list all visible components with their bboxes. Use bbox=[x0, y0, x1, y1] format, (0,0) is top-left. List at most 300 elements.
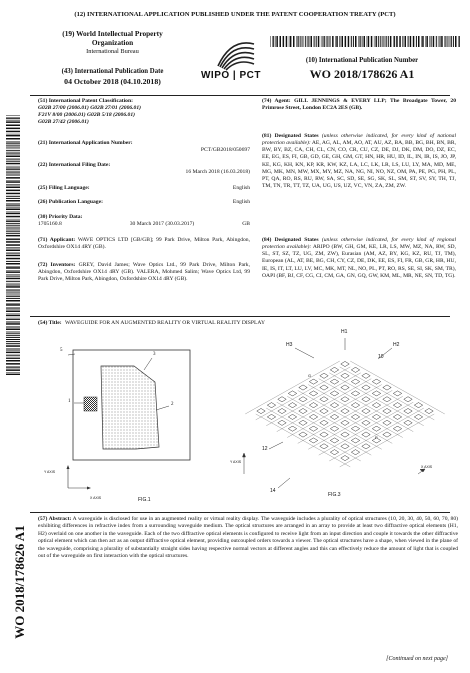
optical-structure bbox=[372, 403, 380, 408]
barcode-bar bbox=[342, 36, 344, 47]
barcode-bar bbox=[6, 149, 20, 150]
s30-label: (30) Priority Data: bbox=[38, 214, 83, 220]
barcode-bar bbox=[6, 247, 20, 248]
organization-block bbox=[40, 29, 185, 56]
barcode-bar bbox=[351, 36, 352, 47]
barcode-bar bbox=[6, 281, 20, 282]
barcode-bar bbox=[6, 205, 20, 206]
side-barcode bbox=[6, 115, 20, 375]
optical-structure bbox=[320, 420, 328, 425]
optical-structure bbox=[320, 385, 328, 390]
optical-structure bbox=[351, 367, 359, 372]
barcode-bar bbox=[458, 36, 459, 47]
s51-line-1: G02B 27/00 (2006.01) G02B 27/01 (2006.01) bbox=[38, 105, 142, 112]
barcode-bar bbox=[360, 36, 361, 47]
barcode-bar bbox=[376, 36, 377, 47]
barcode-bar bbox=[6, 374, 20, 375]
barcode-bar bbox=[270, 36, 271, 47]
barcode-bar bbox=[6, 295, 20, 296]
s81-text: AE, AG, AL, AM, AO, AT, AU, AZ, BA, BB, BG, BH, BN, BR, BW, BY, BZ, CA, CH, CL, CN, CO, CR, CU, CZ, DE, DJ, DK, DM, DO, DZ, EC, EE, EG, ES, FI, GB, GD, GE, GH, GM, GT, HN, HR, HU, ID, IL, IN, IR, IS, JO, JP, KE, KG, KH, KN, KP, KR, KW, KZ, LA, LC, LK, LR, LS, LU, LY, MA, MD, ME, MG, MK, MN, MW, MX, MY, MZ, NA, NG, NI, NO, NZ, OM, PA, PE, PG, PH, PL, PT, QA, RO, RS, RU, RW, SA, SC, SD, SE, SG, SK, SL, SM, ST, SV, SY, TH, TJ, TM, TN, TR, TT, TZ, UA, UG, US, UZ, VC, VN, ZA, ZM, ZW. bbox=[262, 140, 456, 190]
s74-text: GILL JENNINGS & EVERY LLP; The Broadgate Tower, 20 Primrose Street, London EC2A 2ES (GB). bbox=[262, 98, 456, 112]
barcode-bar bbox=[6, 163, 20, 165]
barcode-bar bbox=[6, 343, 20, 344]
barcode-bar bbox=[459, 36, 460, 47]
barcode-bar bbox=[324, 36, 325, 47]
optical-structure bbox=[341, 408, 349, 413]
optical-structure bbox=[372, 391, 380, 396]
barcode-bar bbox=[455, 36, 457, 47]
barcode-bar bbox=[453, 36, 454, 47]
optical-structure bbox=[351, 438, 359, 443]
fig1-label-1: 1 bbox=[68, 399, 71, 404]
fig3-x-axis: X AXIS bbox=[421, 465, 433, 469]
figure-3 bbox=[228, 328, 448, 503]
s81-note: (unless otherwise indicated, for every kind of national protection available): bbox=[262, 133, 456, 147]
barcode-bar bbox=[6, 321, 20, 322]
barcode-bar bbox=[6, 238, 20, 239]
optical-structure bbox=[288, 403, 296, 408]
s84-note: (unless otherwise indicated, for every kind of regional protection available): bbox=[262, 237, 457, 251]
barcode-bar bbox=[421, 36, 422, 47]
barcode-bar bbox=[6, 244, 20, 246]
barcode-bar bbox=[6, 221, 20, 222]
s74-label: (74) Agent: bbox=[262, 98, 291, 104]
optical-structure bbox=[309, 426, 317, 431]
fig3-label-h1: H1 bbox=[341, 329, 348, 335]
s22-label: (22) International Filing Date: bbox=[38, 162, 111, 168]
s21-label: (21) International Application Number: bbox=[38, 140, 133, 146]
barcode-bar bbox=[444, 36, 445, 47]
barcode-bar bbox=[345, 36, 347, 47]
barcode-bar bbox=[303, 36, 304, 47]
barcode-bar bbox=[339, 36, 340, 47]
barcode-bar bbox=[433, 36, 435, 47]
barcode-bar bbox=[6, 332, 20, 333]
s30-date: 30 March 2017 (30.03.2017) bbox=[129, 221, 195, 228]
s30-country: GB bbox=[242, 221, 250, 228]
barcode-side-icon bbox=[6, 115, 20, 375]
barcode-bar bbox=[6, 335, 20, 336]
section-26 bbox=[38, 199, 250, 206]
barcode-bar bbox=[378, 36, 379, 47]
barcode-bar bbox=[6, 363, 20, 365]
optical-structure bbox=[383, 408, 391, 413]
barcode-bar bbox=[6, 241, 20, 243]
barcode-bar bbox=[6, 355, 20, 356]
barcode-bar bbox=[6, 169, 20, 170]
barcode-bar bbox=[314, 36, 315, 47]
barcode-bar bbox=[6, 177, 20, 179]
optical-structure bbox=[330, 379, 338, 384]
section-25 bbox=[38, 185, 250, 192]
org-line-2: Organization bbox=[91, 38, 134, 48]
barcode-bar bbox=[6, 216, 20, 218]
barcode-bar bbox=[6, 239, 20, 240]
barcode-bar bbox=[6, 134, 20, 135]
s51-label: (51) International Patent Classification: bbox=[38, 98, 133, 104]
optical-structure bbox=[330, 414, 338, 419]
barcode-bar bbox=[6, 266, 20, 267]
barcode-bar bbox=[6, 348, 20, 349]
wipo-logo bbox=[196, 36, 266, 84]
barcode-bar bbox=[6, 167, 20, 168]
barcode-bar bbox=[6, 171, 20, 172]
s71-label: (71) Applicant: bbox=[38, 237, 76, 243]
section-51 bbox=[38, 98, 250, 127]
barcode-bar bbox=[6, 131, 20, 133]
barcode-bar bbox=[6, 212, 20, 213]
fig1-caption: FIG.1 bbox=[138, 497, 151, 503]
fig3-label-h3: H3 bbox=[286, 342, 293, 348]
abstract-label: (57) Abstract: bbox=[38, 516, 72, 522]
barcode-bar bbox=[293, 36, 295, 47]
optical-structure bbox=[320, 373, 328, 378]
barcode-bar bbox=[6, 198, 20, 199]
fig3-label-g: G bbox=[308, 373, 312, 378]
optical-structure bbox=[351, 379, 359, 384]
barcode-bar bbox=[6, 322, 20, 323]
barcode-bar bbox=[445, 36, 446, 47]
optical-structure bbox=[309, 438, 317, 443]
barcode-bar bbox=[394, 36, 395, 47]
barcode-bar bbox=[355, 36, 357, 47]
pub-date-label: (43) International Publication Date bbox=[61, 68, 164, 75]
barcode-bar bbox=[6, 196, 20, 197]
side-publication-number: WO 2018/178626 A1 bbox=[12, 525, 27, 639]
barcode-bar bbox=[6, 156, 20, 158]
optical-structure bbox=[341, 444, 349, 449]
barcode-bar bbox=[6, 286, 20, 288]
optical-structure bbox=[362, 408, 370, 413]
optical-structure bbox=[393, 391, 401, 396]
barcode-bar bbox=[6, 337, 20, 338]
barcode-bar bbox=[6, 148, 20, 149]
barcode-bar bbox=[384, 36, 385, 47]
barcode-bar bbox=[6, 203, 20, 204]
optical-structure bbox=[330, 391, 338, 396]
barcode-bar bbox=[385, 36, 386, 47]
barcode-bar bbox=[6, 303, 20, 304]
fig3-caption: FIG.3 bbox=[328, 492, 341, 498]
s72-label: (72) Inventors: bbox=[38, 262, 76, 268]
barcode-bar bbox=[300, 36, 301, 47]
optical-structure bbox=[320, 408, 328, 413]
barcode-bar bbox=[6, 345, 20, 347]
barcode-bar bbox=[6, 161, 20, 162]
barcode-bar bbox=[6, 300, 20, 302]
barcode-top-icon bbox=[270, 36, 460, 47]
s21-value: PCT/GB2018/050697 bbox=[200, 147, 250, 154]
s26-label: (26) Publication Language: bbox=[38, 199, 103, 205]
fig3-label-p: P bbox=[375, 435, 378, 440]
optical-structure bbox=[267, 403, 275, 408]
barcode-bar bbox=[6, 255, 20, 257]
title-divider bbox=[30, 316, 450, 317]
barcode-bar bbox=[6, 159, 20, 160]
barcode-bar bbox=[308, 36, 309, 47]
fig1-label-3: 3 bbox=[153, 352, 156, 357]
barcode-bar bbox=[6, 358, 20, 359]
barcode-bar bbox=[364, 36, 366, 47]
barcode-bar bbox=[318, 36, 320, 47]
optical-structure bbox=[351, 391, 359, 396]
barcode-bar bbox=[399, 36, 401, 47]
s84-label: (84) Designated States bbox=[262, 237, 319, 243]
s26-value: English bbox=[232, 199, 250, 205]
barcode-bar bbox=[290, 36, 292, 47]
barcode-bar bbox=[382, 36, 383, 47]
fig1-x-axis: X AXIS bbox=[90, 496, 102, 500]
s22-value: 16 March 2018 (16.03.2018) bbox=[185, 169, 250, 176]
barcode-bar bbox=[6, 350, 20, 351]
barcode-bar bbox=[353, 36, 354, 47]
barcode-bar bbox=[6, 253, 20, 254]
figure-1 bbox=[44, 330, 200, 510]
optical-structure bbox=[320, 397, 328, 402]
barcode-bar bbox=[6, 367, 20, 368]
barcode-bar bbox=[6, 275, 20, 276]
barcode-bar bbox=[6, 153, 20, 154]
s72-text: GREY, David James; Wave Optics Ltd., 99 Park Drive, Milton Park, Abingdon, Oxfordshire OX14 4RY (GB). VALERA, Mohmed Salim; Wave Optics Ltd, 99 Park Drive, Milton Park, Abingdon, Oxfordshire OX14 4RY (GB). bbox=[38, 262, 250, 283]
barcode-bar bbox=[6, 311, 20, 313]
barcode-bar bbox=[6, 314, 20, 315]
s54-text: WAVEGUIDE FOR AN AUGMENTED REALITY OR VIRTUAL REALITY DISPLAY bbox=[64, 320, 265, 326]
optical-structure bbox=[299, 397, 307, 402]
optical-structure bbox=[278, 420, 286, 425]
fig3-label-14: 14 bbox=[270, 488, 276, 494]
barcode-bar bbox=[368, 36, 370, 47]
optical-structure bbox=[383, 397, 391, 402]
barcode-bar bbox=[6, 180, 20, 181]
barcode-bar bbox=[418, 36, 420, 47]
optical-structure bbox=[299, 432, 307, 437]
optical-structure bbox=[341, 397, 349, 402]
s84-text: ARIPO (BW, GH, GM, KE, LR, LS, MW, MZ, NA, RW, SD, SL, ST, SZ, TZ, UG, ZM, ZW), Eurasian (AM, AZ, BY, KG, KZ, RU, TJ, TM), European (AL, AT, BE, BG, CH, CY, CZ, DE, DK, EE, ES, FI, FR, GB, GR, HR, HU, IE, IS, IT, LT, LU, LV, MC, MK, MT, NL, NO, PL, PT, RO, RS, SE, SI, SK, SM, TR), OAPI (BF, BJ, CF, CG, CI, CM, GA, GN, GQ, GW, KM, ML, MR, NE, SN, TD, TG). bbox=[262, 244, 456, 279]
barcode-bar bbox=[6, 230, 20, 231]
optical-structure bbox=[362, 444, 370, 449]
barcode-bar bbox=[6, 369, 20, 371]
barcode-bar bbox=[6, 145, 20, 146]
section-74 bbox=[262, 98, 456, 112]
barcode-bar bbox=[6, 184, 20, 185]
barcode-bar bbox=[426, 36, 428, 47]
fig1-label-5: 5 bbox=[60, 348, 63, 353]
barcode-bar bbox=[6, 323, 20, 325]
barcode-bar bbox=[6, 118, 20, 119]
barcode-bar bbox=[6, 373, 20, 374]
barcode-bar bbox=[6, 117, 20, 118]
barcode-bar bbox=[6, 125, 20, 127]
barcode-bar bbox=[6, 315, 20, 317]
barcode-bar bbox=[425, 36, 426, 47]
barcode-bar bbox=[6, 166, 20, 167]
optical-structure bbox=[404, 420, 412, 425]
barcode-bar bbox=[374, 36, 375, 47]
optical-structure bbox=[278, 408, 286, 413]
optical-structure bbox=[288, 414, 296, 419]
barcode-bar bbox=[440, 36, 441, 47]
optical-structure bbox=[351, 403, 359, 408]
barcode-bar bbox=[276, 36, 278, 47]
barcode-bar bbox=[6, 120, 20, 121]
barcode-bar bbox=[6, 319, 20, 320]
barcode-bar bbox=[348, 36, 350, 47]
optical-structure bbox=[320, 444, 328, 449]
optical-structure bbox=[393, 414, 401, 419]
barcode-bar bbox=[283, 36, 285, 47]
barcode-bar bbox=[6, 278, 20, 280]
document-title: (12) INTERNATIONAL APPLICATION PUBLISHED UNDER THE PATENT COOPERATION TREATY (PCT) bbox=[74, 11, 396, 18]
fig3-y-axis: Y AXIS bbox=[230, 460, 242, 464]
optical-structure bbox=[372, 414, 380, 419]
barcode-bar bbox=[438, 36, 439, 47]
barcode-bar bbox=[6, 229, 20, 230]
barcode-bar bbox=[436, 36, 437, 47]
barcode-bar bbox=[6, 219, 20, 220]
barcode-bar bbox=[336, 36, 338, 47]
barcode-bar bbox=[6, 293, 20, 294]
barcode-bar bbox=[6, 152, 20, 153]
barcode-bar bbox=[6, 304, 20, 306]
optical-structure bbox=[351, 426, 359, 431]
barcode-bar bbox=[330, 36, 331, 47]
optical-structure bbox=[309, 391, 317, 396]
fig3-label-10: 10 bbox=[378, 354, 384, 360]
barcode-bar bbox=[6, 138, 20, 140]
barcode-bar bbox=[289, 36, 290, 47]
barcode-bar bbox=[386, 36, 387, 47]
optical-structure bbox=[330, 367, 338, 372]
figure-3-drawing bbox=[228, 328, 448, 503]
optical-structure bbox=[341, 385, 349, 390]
barcode-bar bbox=[6, 263, 20, 265]
header-divider bbox=[30, 95, 450, 96]
optical-structure bbox=[341, 432, 349, 437]
figure-1-drawing bbox=[60, 330, 200, 510]
s30-number: 1705160.8 bbox=[38, 221, 62, 228]
optical-structure bbox=[341, 420, 349, 425]
pub-number-label: (10) International Publication Number bbox=[305, 57, 419, 64]
section-21 bbox=[38, 140, 250, 154]
optical-structure bbox=[383, 420, 391, 425]
barcode-bar bbox=[6, 290, 20, 291]
barcode-bar bbox=[402, 36, 403, 47]
barcode-bar bbox=[6, 200, 20, 202]
barcode-bar bbox=[6, 220, 20, 221]
barcode-bar bbox=[6, 213, 20, 215]
barcode-bar bbox=[6, 298, 20, 299]
barcode-bar bbox=[6, 207, 20, 208]
barcode-bar bbox=[6, 233, 20, 234]
barcode-bar bbox=[280, 36, 282, 47]
barcode-bar bbox=[6, 115, 20, 116]
s51-line-3: G02B 27/42 (2006.01) bbox=[38, 119, 89, 126]
abstract-text: A waveguide is disclosed for use in an augmented reality or virtual reality display. The waveguide includes a plurality of optical structures (10, 20, 30, 40, 50, 60, 70, 80) exhibiting differences in refractive index from a surrounding waveguide medium. The optical structures are arranged in an array to provide at least two diffractive optical elements (H1, H2) overlaid on one another in the waveguide. Each of the two diffractive optical elements is configured to receive light from an input direction and couple it towards the other diffractive optical element which can then act as an output diffractive optical element, providing outcoupled orders towards a viewer. The optical structures have a shape, when viewed in the plane of the waveguide, comprising a plurality of substantially straight sides having respective normal vectors at different angles and this can effectively reduce the amount of light that is coupled out of the waveguide on first interaction with the optical structures. bbox=[38, 516, 458, 560]
barcode-bar bbox=[6, 128, 20, 130]
pub-date-block bbox=[40, 68, 185, 87]
barcode-bar bbox=[358, 36, 359, 47]
barcode-bar bbox=[6, 143, 20, 144]
optical-structure bbox=[362, 385, 370, 390]
barcode-bar bbox=[6, 150, 20, 151]
s81-label: (81) Designated States bbox=[262, 133, 319, 139]
optical-structure bbox=[257, 408, 265, 413]
barcode-bar bbox=[410, 36, 412, 47]
optical-structure bbox=[278, 397, 286, 402]
barcode-bar bbox=[296, 36, 297, 47]
optical-structure bbox=[309, 403, 317, 408]
s51-line-2: F21V 8/00 (2006.01) G02B 5/18 (2006.01) bbox=[38, 112, 136, 119]
barcode-bar bbox=[298, 36, 299, 47]
org-line-3: International Bureau bbox=[86, 47, 139, 55]
optical-structure bbox=[320, 432, 328, 437]
optical-structure bbox=[330, 426, 338, 431]
barcode-bar bbox=[6, 360, 20, 362]
fig1-label-2: 2 bbox=[171, 402, 174, 407]
barcode-bar bbox=[6, 227, 20, 228]
optical-structure bbox=[299, 408, 307, 413]
section-71 bbox=[38, 237, 250, 251]
barcode-bar bbox=[6, 235, 20, 237]
optical-structure bbox=[383, 432, 391, 437]
wipo-logo-text: WIPO | PCT bbox=[200, 70, 262, 81]
optical-structure bbox=[267, 414, 275, 419]
barcode-bar bbox=[6, 366, 20, 367]
barcode-bar bbox=[6, 357, 20, 358]
fig3-label-h2: H2 bbox=[393, 342, 400, 348]
optical-structure bbox=[351, 414, 359, 419]
barcode-bar bbox=[450, 36, 451, 47]
optical-structure bbox=[330, 403, 338, 408]
continued-note: [Continued on next page] bbox=[386, 656, 448, 662]
pub-number: WO 2018/178626 A1 bbox=[309, 66, 415, 81]
barcode-bar bbox=[375, 36, 376, 47]
optical-structure bbox=[341, 361, 349, 366]
barcode-bar bbox=[6, 193, 20, 195]
barcode-bar bbox=[6, 190, 20, 192]
org-line-1: (19) World Intellectual Property bbox=[62, 29, 163, 38]
barcode-bar bbox=[6, 142, 20, 143]
optical-structure bbox=[393, 426, 401, 431]
barcode-bar bbox=[286, 36, 288, 47]
section-81 bbox=[262, 133, 456, 190]
barcode-bar bbox=[311, 36, 313, 47]
barcode-bar bbox=[6, 261, 20, 262]
barcode-bar bbox=[304, 36, 305, 47]
barcode-bar bbox=[6, 267, 20, 269]
barcode-bar bbox=[6, 121, 20, 123]
s71-text: WAVE OPTICS LTD [GB/GB]; 99 Park Drive, Milton Park, Abingdon, Oxfordshire OX14 4RY (GB). bbox=[38, 237, 250, 251]
barcode-bar bbox=[6, 250, 20, 252]
barcode-bar bbox=[6, 296, 20, 297]
barcode-bar bbox=[448, 36, 449, 47]
optical-structure bbox=[362, 432, 370, 437]
pub-number-block bbox=[262, 57, 462, 82]
optical-structure bbox=[425, 408, 433, 413]
optical-structure bbox=[299, 420, 307, 425]
barcode-bar bbox=[367, 36, 368, 47]
optical-structure bbox=[288, 391, 296, 396]
optical-structure bbox=[299, 385, 307, 390]
barcode-bar bbox=[6, 329, 20, 331]
barcode-bar bbox=[6, 271, 20, 273]
optical-structure bbox=[362, 397, 370, 402]
barcode-bar bbox=[359, 36, 360, 47]
barcode-bar bbox=[416, 36, 417, 47]
barcode-bar bbox=[6, 187, 20, 189]
barcode-bar bbox=[6, 270, 20, 271]
barcode-bar bbox=[6, 223, 20, 224]
